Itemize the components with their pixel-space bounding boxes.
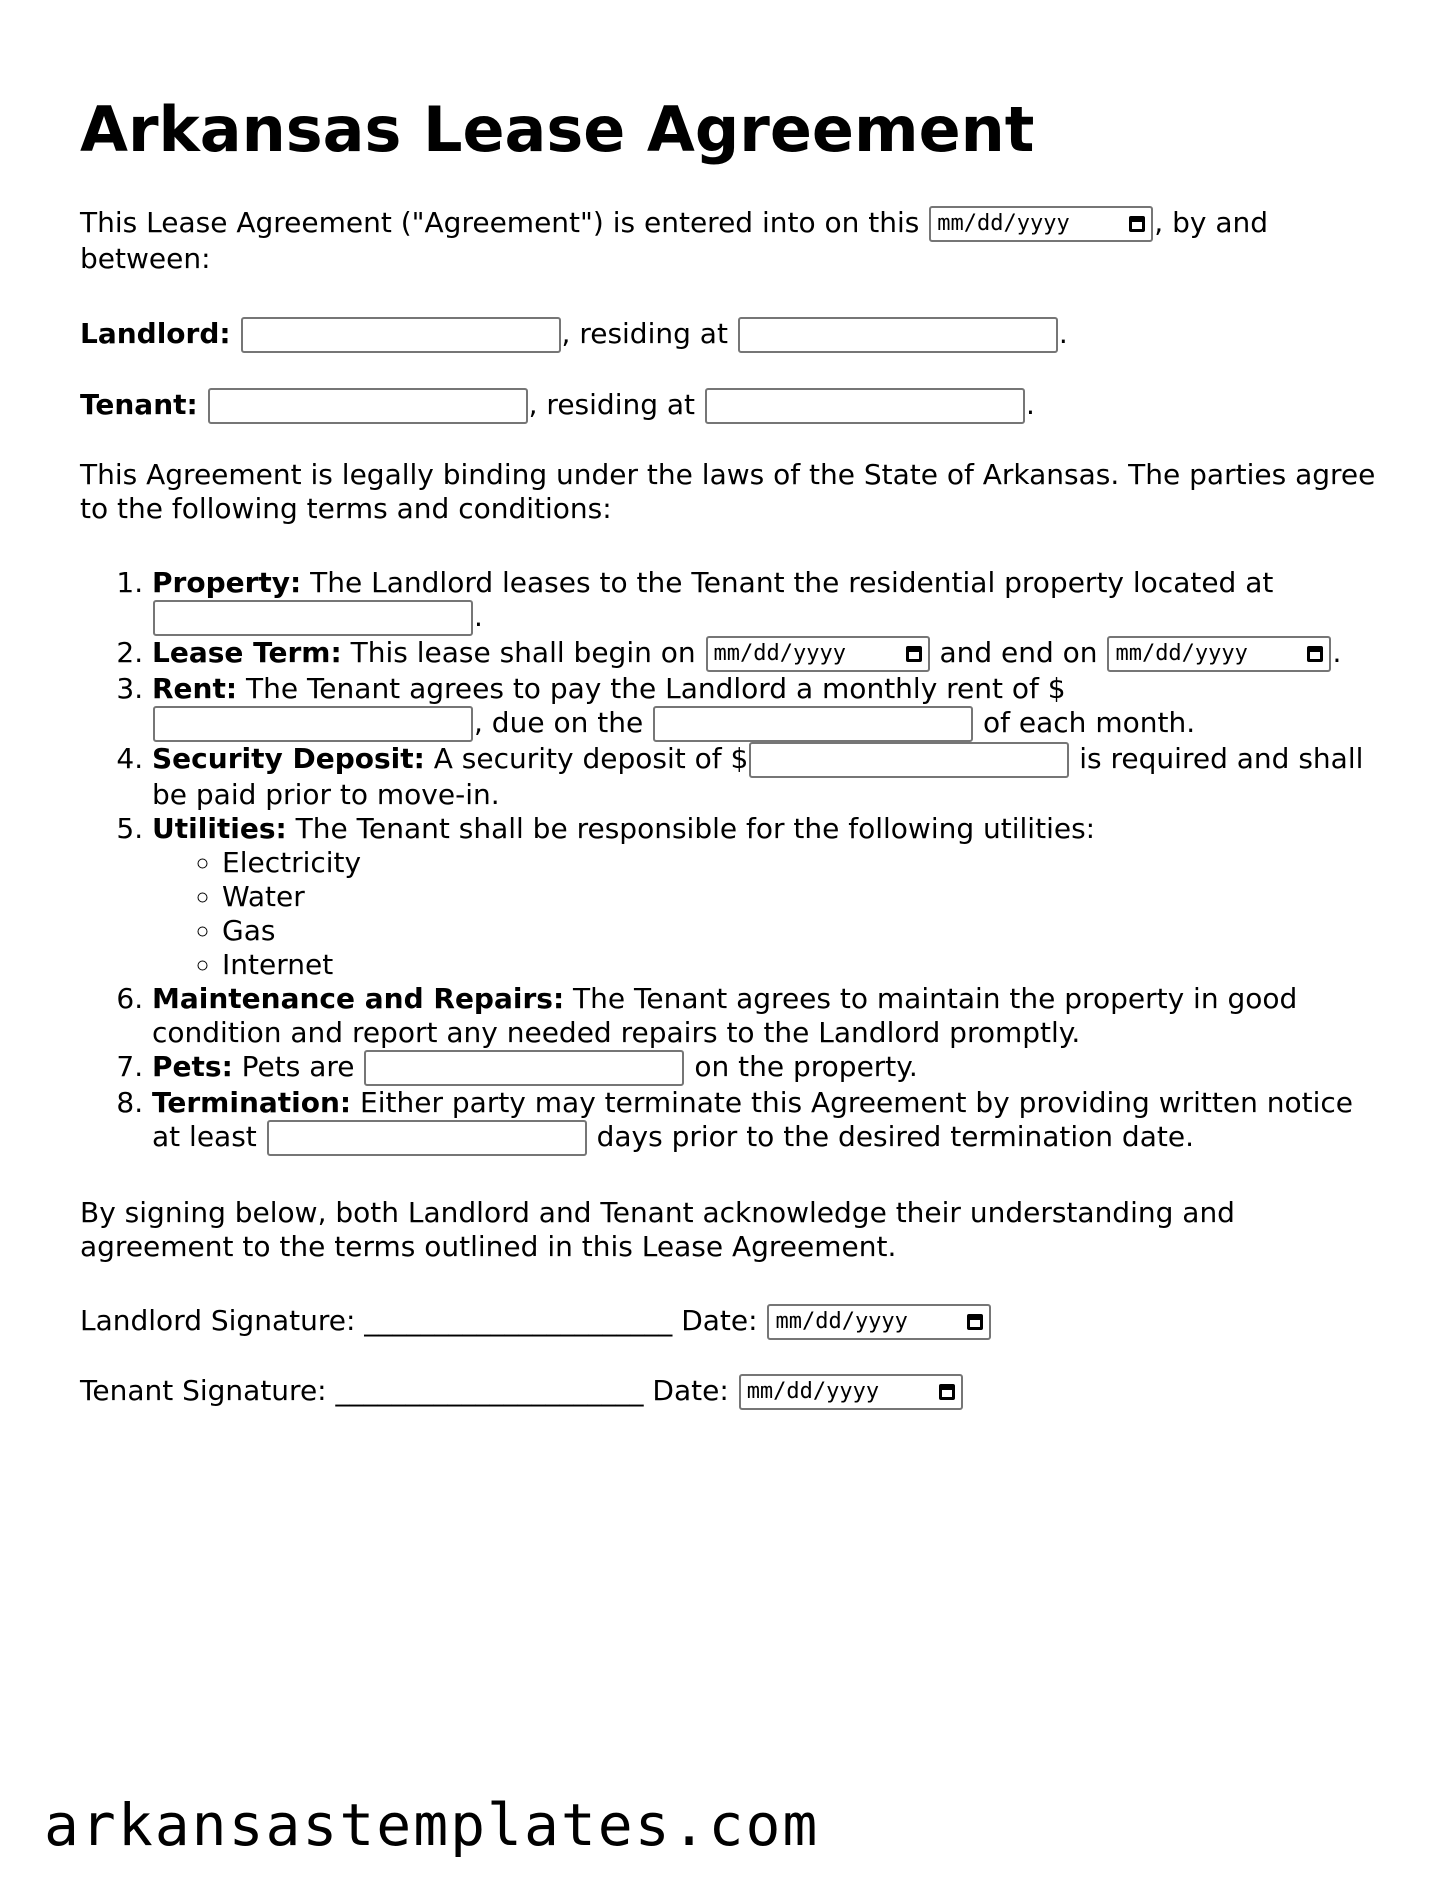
term-property xyxy=(152,566,1380,636)
date-placeholder: mm/dd/yyyy xyxy=(746,1379,880,1404)
tenant-line xyxy=(80,387,1380,424)
agreement-date-input[interactable] xyxy=(929,206,1153,242)
lease-start-date-input[interactable] xyxy=(706,636,930,672)
landlord-name-input[interactable] xyxy=(241,317,561,353)
date-placeholder: mm/dd/yyyy xyxy=(775,1309,908,1334)
term-label: Maintenance and Repairs: xyxy=(152,982,565,1015)
term-text: A security deposit of $ xyxy=(433,742,749,775)
site-watermark: arkansastemplates.com xyxy=(44,1791,820,1859)
utility-item: ◦ Water xyxy=(222,880,1380,914)
term-label: Rent: xyxy=(152,672,238,705)
term-label: Termination: xyxy=(152,1086,352,1119)
terms-list xyxy=(80,566,1380,1156)
deposit-amount-input[interactable] xyxy=(749,742,1069,778)
term-termination xyxy=(152,1086,1380,1156)
term-end: . xyxy=(1332,636,1342,669)
term-end: of each month. xyxy=(983,706,1196,739)
term-end: days prior to the desired termination date. xyxy=(596,1120,1194,1153)
rent-due-day-input[interactable] xyxy=(653,706,973,742)
calendar-icon[interactable] xyxy=(1307,646,1323,662)
landlord-signature-line xyxy=(80,1304,1380,1340)
term-label: Lease Term: xyxy=(152,636,342,669)
intro-text: This Lease Agreement ("Agreement") is entered into on this xyxy=(80,206,920,239)
term-pets xyxy=(152,1050,1380,1086)
rent-amount-input[interactable] xyxy=(153,706,473,742)
landlord-label: Landlord: xyxy=(80,317,231,350)
intro-paragraph xyxy=(80,206,1380,276)
term-text: This lease shall begin on xyxy=(350,636,696,669)
page-title: Arkansas Lease Agreement xyxy=(80,93,1035,166)
lease-document xyxy=(80,90,1380,1444)
landlord-address-input[interactable] xyxy=(738,317,1058,353)
term-text: Either party may terminate this Agreement by providing written notice at least xyxy=(152,1086,1354,1153)
term-text: Pets are xyxy=(241,1050,355,1083)
tenant-label: Tenant: xyxy=(80,388,198,421)
term-text: The Tenant agrees to maintain the property in good condition and report any needed repairs to the Landlord promptly. xyxy=(152,982,1298,1049)
term-text-mid: , due on the xyxy=(474,706,644,739)
term-rent xyxy=(152,672,1380,742)
property-address-input[interactable] xyxy=(153,600,473,636)
tenant-signature-label: Tenant Signature: ______________________ Date: xyxy=(80,1374,729,1407)
pets-policy-input[interactable] xyxy=(364,1050,684,1086)
utility-item: ◦ Gas xyxy=(222,914,1380,948)
term-lease-term xyxy=(152,636,1380,672)
term-text: The Tenant shall be responsible for the following utilities: xyxy=(295,812,1096,845)
date-placeholder: mm/dd/yyyy xyxy=(937,211,1070,236)
landlord-signature-date-input[interactable] xyxy=(767,1304,991,1340)
term-text-mid: and end on xyxy=(939,636,1098,669)
term-end: on the property. xyxy=(694,1050,918,1083)
date-placeholder: mm/dd/yyyy xyxy=(713,641,846,666)
binding-paragraph: This Agreement is legally binding under the laws of the State of Arkansas. The parties agree to the following terms and conditions: xyxy=(80,458,1376,525)
term-maintenance xyxy=(152,982,1380,1050)
term-utilities xyxy=(152,812,1380,982)
calendar-icon[interactable] xyxy=(939,1384,955,1400)
tenant-signature-line xyxy=(80,1374,1380,1410)
landlord-line xyxy=(80,316,1380,353)
date-placeholder: mm/dd/yyyy xyxy=(1115,641,1248,666)
closing-paragraph: By signing below, both Landlord and Tenant acknowledge their understanding and agreement to the terms outlined in this Lease Agreement. xyxy=(80,1196,1235,1263)
utility-item: ◦ Electricity xyxy=(222,846,1380,880)
term-label: Property: xyxy=(152,566,302,599)
intro-text-after: , by and between: xyxy=(80,206,1269,275)
tenant-signature-date-input[interactable] xyxy=(739,1374,963,1410)
calendar-icon[interactable] xyxy=(1129,216,1145,232)
calendar-icon[interactable] xyxy=(967,1314,983,1330)
lease-end-date-input[interactable] xyxy=(1107,636,1331,672)
utilities-list xyxy=(152,846,1380,982)
term-text: The Landlord leases to the Tenant the residential property located at xyxy=(310,566,1274,599)
term-security-deposit xyxy=(152,742,1380,812)
utility-item: ◦ Internet xyxy=(222,948,1380,982)
tenant-address-input[interactable] xyxy=(705,388,1025,424)
term-label: Pets: xyxy=(152,1050,233,1083)
term-text: The Tenant agrees to pay the Landlord a monthly rent of $ xyxy=(245,672,1066,705)
term-label: Utilities: xyxy=(152,812,287,845)
term-end: is required and shall be paid prior to move-in. xyxy=(152,742,1364,811)
landlord-line-end: . xyxy=(1058,317,1068,350)
landlord-signature-label: Landlord Signature: ______________________ Date: xyxy=(80,1304,758,1337)
landlord-residing-text: , residing at xyxy=(561,317,728,350)
tenant-line-end: . xyxy=(1025,388,1035,421)
tenant-residing-text: , residing at xyxy=(528,388,696,421)
calendar-icon[interactable] xyxy=(906,646,922,662)
tenant-name-input[interactable] xyxy=(208,388,528,424)
term-label: Security Deposit: xyxy=(152,742,425,775)
term-end: . xyxy=(474,600,483,633)
notice-days-input[interactable] xyxy=(267,1120,587,1156)
